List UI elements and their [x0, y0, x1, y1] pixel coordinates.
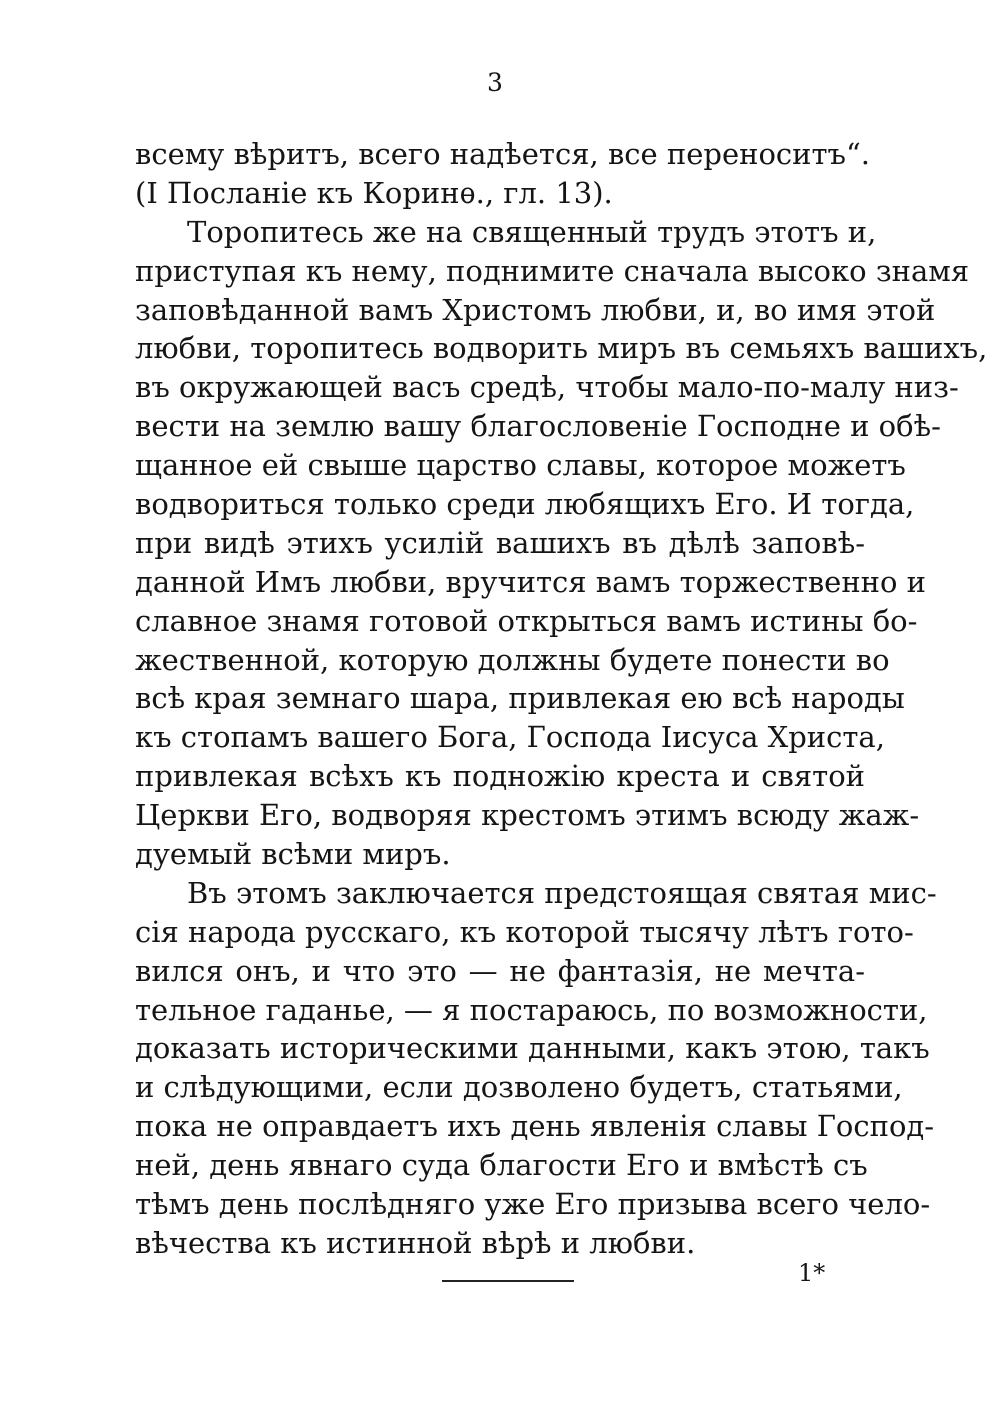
page-number: 3 — [487, 68, 503, 97]
text-line: Торопитесь же на священный трудъ этотъ и, — [187, 214, 877, 249]
text-line: доказать историческими данными, какъ этою, такъ — [135, 1031, 930, 1066]
text-line: ней, день явнаго суда благости Его и вмѣстѣ съ — [135, 1148, 868, 1183]
text-line: къ стопамъ вашего Бога, Господа Іисуса Христа, — [135, 720, 885, 755]
text-line: вѣчества къ истинной вѣрѣ и любви. — [135, 1225, 696, 1260]
text-line: водвориться только среди любящихъ Его. И тогда, — [135, 487, 915, 522]
text-line: данной Имъ любви, вручится вамъ торжественно и — [135, 564, 926, 599]
text-line: тѣмъ день послѣдняго уже Его призыва всего чело- — [135, 1187, 931, 1222]
text-line: дуемый всѣми миръ. — [135, 837, 451, 872]
text-line: всѣ края земнаго шара, привлекая ею всѣ народы — [135, 681, 905, 716]
text-line: Въ этомъ заключается предстоящая святая мис- — [187, 875, 937, 910]
text-line: заповѣданной вамъ Христомъ любви, и, во имя этой — [135, 292, 936, 327]
text-line: пока не оправдаетъ ихъ день явленія славы Господ- — [135, 1109, 935, 1144]
signature-mark: 1* — [798, 1259, 826, 1287]
text-line: при видѣ этихъ усилій вашихъ въ дѣлѣ заповѣ- — [135, 525, 865, 560]
text-line: въ окружающей васъ средѣ, чтобы мало-по-малу низ- — [135, 370, 959, 405]
text-line: Церкви Его, водворяя крестомъ этимъ всюду жаж- — [135, 798, 920, 833]
text-line: жественной, которую должны будете понести во — [135, 642, 890, 677]
text-line: щанное ей свыше царство славы, которое можетъ — [135, 448, 906, 483]
text-line: любви, торопитесь водворить миръ въ семьяхъ вашихъ, — [135, 331, 988, 366]
text-line: вился онъ, и что это — не фантазія, не мечта- — [135, 953, 865, 988]
end-rule-divider — [442, 1280, 574, 1282]
text-line: славное знамя готовой открыться вамъ истины бо- — [135, 603, 918, 638]
text-line: всему вѣритъ, всего надѣется, все переноситъ“. — [135, 137, 871, 171]
text-line: сія народа русскаго, къ которой тысячу лѣтъ гото- — [135, 914, 914, 949]
text-line: и слѣдующими, если дозволено будетъ, статьями, — [135, 1070, 903, 1105]
text-line: приступая къ нему, поднимите сначала высоко знамя — [135, 253, 970, 288]
text-line: (I Посланіе къ Коринѳ., гл. 13). — [135, 175, 613, 210]
text-line: привлекая всѣхъ къ подножію креста и святой — [135, 759, 865, 794]
text-line: тельное гаданье, — я постараюсь, по возможности, — [135, 992, 928, 1027]
text-line: вести на землю вашу благословеніе Господне и обѣ- — [135, 409, 941, 444]
body-text — [135, 135, 988, 1263]
